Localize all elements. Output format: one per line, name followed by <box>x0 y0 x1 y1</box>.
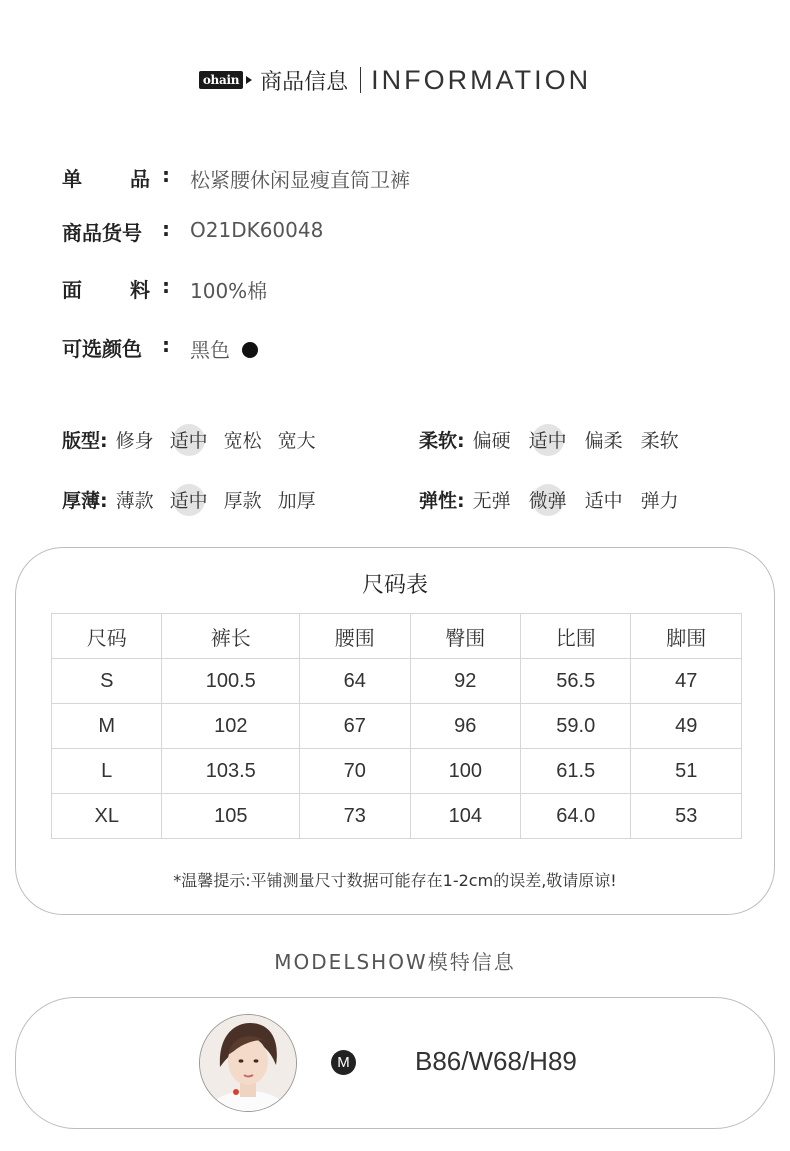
attr-softness-option-selected: 适中 <box>529 426 567 453</box>
table-row <box>52 794 742 839</box>
table-cell: 92 <box>410 659 520 704</box>
table-row <box>52 749 742 794</box>
table-cell: M <box>52 704 162 749</box>
table-header-cell: 腰围 <box>300 614 410 659</box>
table-cell: 104 <box>410 794 520 839</box>
fabric-label: 面 料 : <box>62 274 170 302</box>
table-cell: 103.5 <box>162 749 300 794</box>
attr-softness-option: 偏柔 <box>584 430 623 452</box>
attr-elasticity-option-selected: 微弹 <box>529 486 567 513</box>
product-label: 单 品 : <box>62 163 170 191</box>
table-cell: 49 <box>631 704 742 749</box>
attr-elasticity-option: 弹力 <box>640 490 679 512</box>
table-cell: 47 <box>631 659 742 704</box>
model-heading: MODELSHOW模特信息 <box>274 950 516 974</box>
table-cell: 102 <box>162 704 300 749</box>
table-header-cell: 尺码 <box>52 614 162 659</box>
product-value: 松紧腰休闲显瘦直筒卫裤 <box>190 168 410 192</box>
attr-thickness-option: 加厚 <box>277 490 316 512</box>
table-header-cell: 比围 <box>521 614 631 659</box>
color-value: 黑色 <box>190 334 258 363</box>
attr-fit-option: 宽松 <box>223 430 262 452</box>
table-cell: 64.0 <box>521 794 631 839</box>
attr-softness-option: 柔软 <box>640 430 679 452</box>
model-portrait-image <box>200 1015 296 1111</box>
table-cell: 59.0 <box>521 704 631 749</box>
table-row <box>52 659 742 704</box>
size-chart-title: 尺码表 <box>361 573 428 598</box>
table-cell: 100 <box>410 749 520 794</box>
attr-thickness: 厚薄: 薄款 适中 厚款 加厚 <box>62 486 332 513</box>
model-card <box>15 997 775 1129</box>
model-avatar <box>199 1014 297 1112</box>
sku-label: 商品货号 : <box>62 217 170 245</box>
table-cell: XL <box>52 794 162 839</box>
table-cell: 53 <box>631 794 742 839</box>
table-header-cell: 脚围 <box>631 614 742 659</box>
table-cell: L <box>52 749 162 794</box>
table-header-cell: 裤长 <box>162 614 300 659</box>
table-cell: S <box>52 659 162 704</box>
attr-fit-option: 宽大 <box>277 430 316 452</box>
table-cell: 64 <box>300 659 410 704</box>
attr-softness: 柔软: 偏硬 适中 偏柔 柔软 <box>419 426 697 453</box>
table-header-cell: 臀围 <box>410 614 520 659</box>
measurement-note: *温馨提示:平铺测量尺寸数据可能存在1-2cm的误差,敬请原谅! <box>173 871 617 890</box>
header-title-cn: 商品信息 <box>260 69 349 95</box>
attr-fit-option-selected: 适中 <box>170 426 208 453</box>
attr-elasticity-option: 适中 <box>584 490 623 512</box>
header-divider <box>360 67 361 93</box>
model-measurements: B86/W68/H89 <box>415 1046 577 1076</box>
attr-softness-option: 偏硬 <box>472 430 511 452</box>
table-cell: 105 <box>162 794 300 839</box>
table-header-row <box>52 614 742 659</box>
attr-elasticity: 弹性: 无弹 微弹 适中 弹力 <box>419 486 697 513</box>
model-size-badge: M <box>331 1050 356 1075</box>
section-header <box>0 58 790 102</box>
header-title-en: INFORMATION <box>371 64 592 95</box>
table-cell: 70 <box>300 749 410 794</box>
table-cell: 73 <box>300 794 410 839</box>
attr-thickness-option: 厚款 <box>223 490 262 512</box>
color-label: 可选颜色 : <box>62 333 170 361</box>
table-cell: 61.5 <box>521 749 631 794</box>
attr-thickness-option: 薄款 <box>115 490 154 512</box>
brand-logo: ohain <box>199 71 243 89</box>
attr-elasticity-option: 无弹 <box>472 490 511 512</box>
sku-value: O21DK60048 <box>190 218 324 242</box>
table-cell: 100.5 <box>162 659 300 704</box>
fabric-value: 100%棉 <box>190 279 268 303</box>
table-cell: 67 <box>300 704 410 749</box>
size-chart-table <box>51 613 742 839</box>
play-triangle-icon <box>246 76 252 84</box>
attr-fit: 版型: 修身 适中 宽松 宽大 <box>62 426 332 453</box>
table-cell: 56.5 <box>521 659 631 704</box>
attr-thickness-option-selected: 适中 <box>170 486 208 513</box>
table-cell: 96 <box>410 704 520 749</box>
table-cell: 51 <box>631 749 742 794</box>
attr-fit-option: 修身 <box>115 430 154 452</box>
color-swatch <box>242 342 258 358</box>
table-row <box>52 704 742 749</box>
